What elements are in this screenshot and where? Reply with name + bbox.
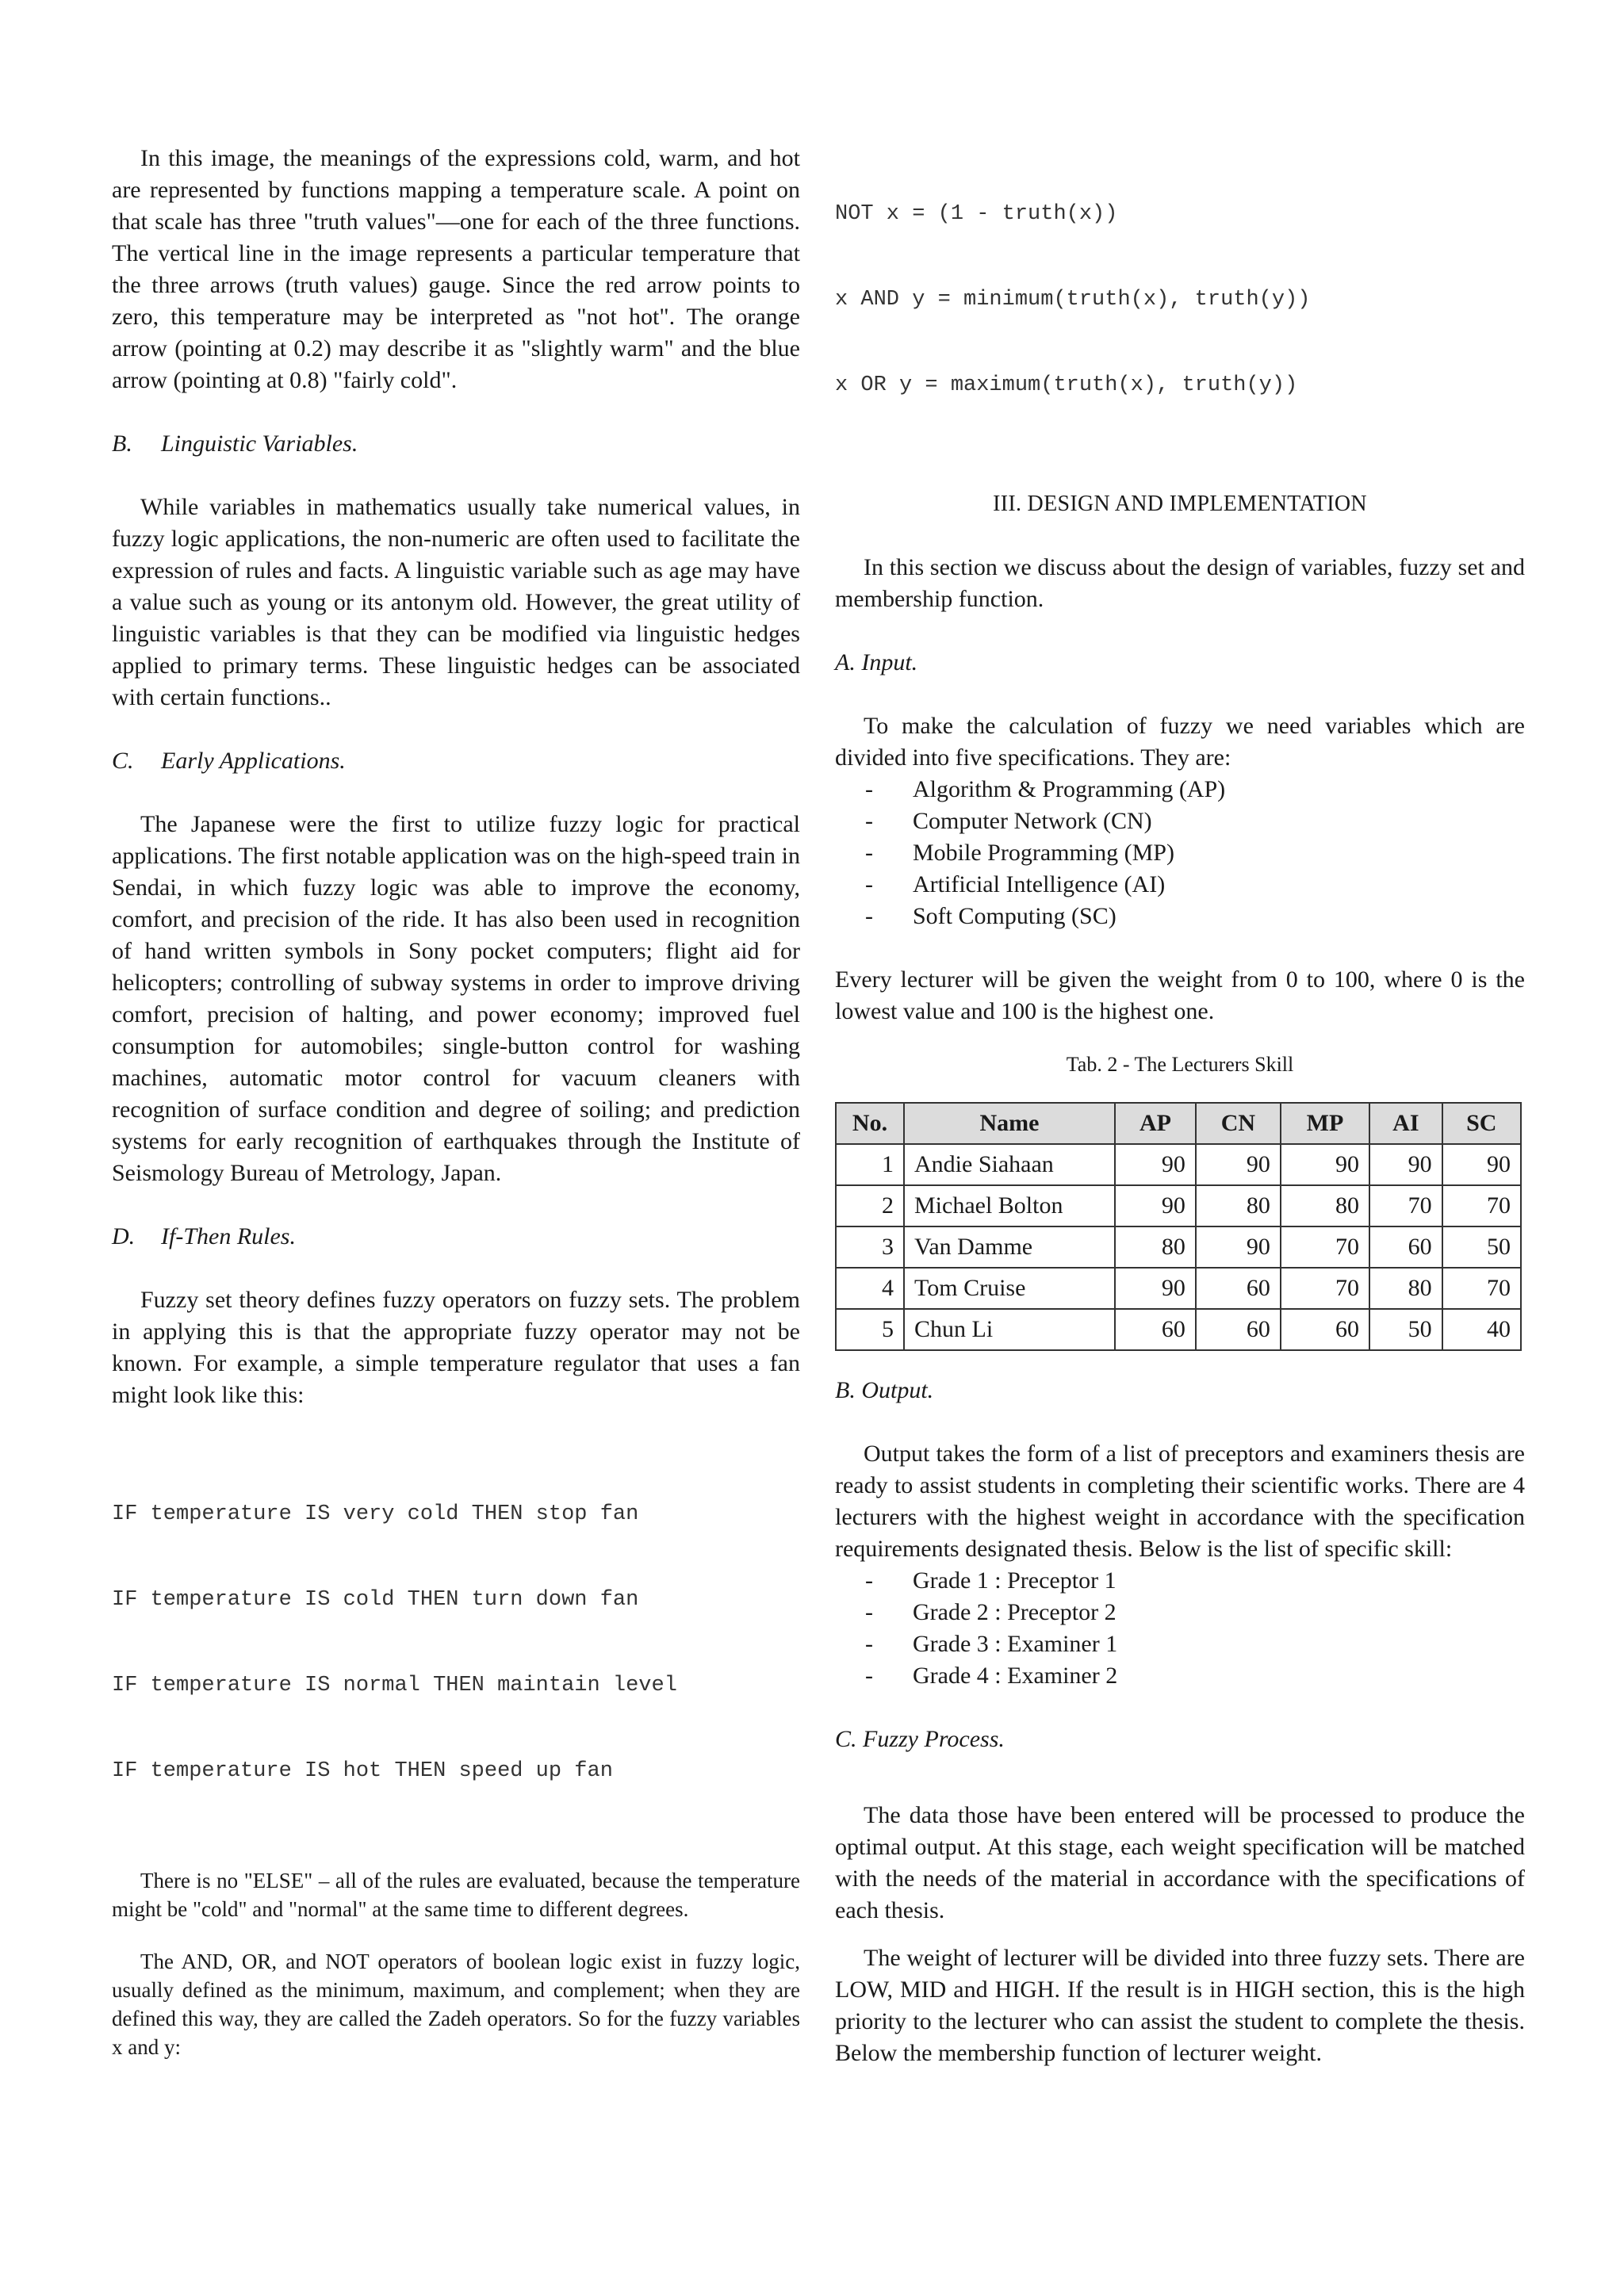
section-d-title: If-Then Rules. bbox=[161, 1223, 296, 1249]
operators-paragraph: The AND, OR, and NOT operators of boolean logic exist in fuzzy logic, usually defined as the minimum, maximum, and complement; when they are defined this way, they are called the Zadeh operators. So for the fuzzy variables x and y: bbox=[112, 1950, 800, 2059]
input-heading: A. Input. bbox=[835, 649, 918, 675]
early-applications-paragraph: The Japanese were the first to utilize fuzzy logic for practical applications. The first notable application was on the high-speed train in Sendai, in which fuzzy logic was able to improve the economy, comfort, and precision of the ride. It has also been used in recognition of hand written symbols in Sony pocket computers; flight aid for helicopters; controlling of subway systems in order to improve driving comfort, precision of halting, and power economy; improved fuel consumption for automobiles; single-button control for washing machines, automatic motor control for vacuum cleaners with recognition of surface condition and degree of soiling; and prediction systems for early recognition of earthquakes through the Institute of Seismology Bureau of Metrology, Japan. bbox=[112, 811, 800, 1186]
cell: 70 bbox=[1442, 1268, 1521, 1309]
section-b-heading bbox=[112, 428, 800, 460]
cell: 70 bbox=[1281, 1268, 1369, 1309]
cell: 80 bbox=[1115, 1226, 1196, 1268]
section-d-heading bbox=[112, 1221, 800, 1253]
grade-list bbox=[835, 1565, 1525, 1692]
cell: 60 bbox=[1115, 1309, 1196, 1350]
cell: Tom Cruise bbox=[904, 1268, 1115, 1309]
code-line: NOT x = (1 - truth(x)) bbox=[835, 202, 1118, 226]
spec-list bbox=[835, 774, 1525, 932]
cell: 80 bbox=[1281, 1185, 1369, 1226]
table-header-row bbox=[836, 1103, 1521, 1144]
left-column bbox=[112, 143, 800, 2061]
section-c-title: Early Applications. bbox=[161, 748, 346, 774]
cell: Michael Bolton bbox=[904, 1185, 1115, 1226]
cell: 40 bbox=[1442, 1309, 1521, 1350]
linguistic-variables-paragraph: While variables in mathematics usually take numerical values, in fuzzy logic applications, the non-numeric are often used to facilitate the expression of rules and facts. A linguistic variable such as age may have a value such as young or its antonym old. However, the great utility of linguistic variables is that they can be modified via linguistic hedges applied to primary terms. These linguistic hedges can be associated with certain functions.. bbox=[112, 494, 800, 710]
code-line: IF temperature IS cold THEN turn down fan bbox=[112, 1588, 639, 1612]
section-3-paragraph: In this section we discuss about the design of variables, fuzzy set and membership function. bbox=[835, 554, 1525, 612]
cell: 70 bbox=[1442, 1185, 1521, 1226]
list-item: - Computer Network (CN) bbox=[865, 808, 1152, 834]
cell: 60 bbox=[1369, 1226, 1442, 1268]
weight-paragraph: Every lecturer will be given the weight from 0 to 100, where 0 is the lowest value and 100 is the highest one. bbox=[835, 966, 1525, 1024]
cell: 80 bbox=[1369, 1268, 1442, 1309]
fuzzy-process-heading: C. Fuzzy Process. bbox=[835, 1726, 1005, 1752]
code-line: IF temperature IS very cold THEN stop fan bbox=[112, 1502, 639, 1526]
if-then-paragraph: Fuzzy set theory defines fuzzy operators on fuzzy sets. The problem in applying this is that the appropriate fuzzy operator may not be known. For example, a simple temperature regulator that uses a fan might look like this: bbox=[112, 1287, 800, 1408]
table-row bbox=[836, 1144, 1521, 1185]
col-header-ai: AI bbox=[1369, 1103, 1442, 1144]
output-paragraph: Output takes the form of a list of preceptors and examiners thesis are ready to assist students in completing their scientific works. There are 4 lecturers with the highest weight in accordance with the specification requirements designated thesis. Below is the list of specific skill: bbox=[835, 1441, 1525, 1562]
section-d-number: D. bbox=[112, 1223, 136, 1249]
code-line: x OR y = maximum(truth(x), truth(y)) bbox=[835, 373, 1298, 397]
col-header-no: No. bbox=[836, 1103, 904, 1144]
list-item: - Grade 4 : Examiner 2 bbox=[865, 1663, 1118, 1689]
code-line: x AND y = minimum(truth(x), truth(y)) bbox=[835, 288, 1311, 312]
cell: Van Damme bbox=[904, 1226, 1115, 1268]
list-item: - Grade 1 : Preceptor 1 bbox=[865, 1567, 1116, 1594]
intro-paragraph: In this image, the meanings of the expressions cold, warm, and hot are represented by functions mapping a temperature scale. A point on that scale has three "truth values"—one for each of the three functions. The vertical line in the image represents a particular temperature that the three arrows (truth values) gauge. Since the red arrow points to zero, this temperature may be interpreted as "not hot". The orange arrow (pointing at 0.2) may describe it as "slightly warm" and the blue arrow (pointing at 0.8) "fairly cold". bbox=[112, 145, 800, 393]
section-3-title: III. DESIGN AND IMPLEMENTATION bbox=[993, 492, 1367, 516]
list-item: - Algorithm & Programming (AP) bbox=[865, 776, 1226, 802]
table-row bbox=[836, 1268, 1521, 1309]
rules-code-block bbox=[112, 1443, 800, 1843]
table-row bbox=[836, 1309, 1521, 1350]
cell: 60 bbox=[1196, 1309, 1281, 1350]
section-b-number: B. bbox=[112, 430, 132, 457]
table-row bbox=[836, 1226, 1521, 1268]
cell: 70 bbox=[1369, 1185, 1442, 1226]
cell: Chun Li bbox=[904, 1309, 1115, 1350]
list-item: - Mobile Programming (MP) bbox=[865, 840, 1174, 866]
code-line: IF temperature IS normal THEN maintain level bbox=[112, 1674, 677, 1697]
input-paragraph: To make the calculation of fuzzy we need variables which are divided into five specifications. They are: bbox=[835, 713, 1525, 771]
cell: 5 bbox=[836, 1309, 904, 1350]
table-caption: Tab. 2 - The Lecturers Skill bbox=[1066, 1053, 1294, 1076]
section-c-number: C. bbox=[112, 748, 134, 774]
else-paragraph: There is no "ELSE" – all of the rules are evaluated, because the temperature might be "cold" and "normal" at the same time to different degrees. bbox=[112, 1869, 800, 1921]
col-header-mp: MP bbox=[1281, 1103, 1369, 1144]
operators-code-block bbox=[835, 143, 1525, 457]
code-line: IF temperature IS hot THEN speed up fan bbox=[112, 1759, 613, 1783]
cell: 4 bbox=[836, 1268, 904, 1309]
section-c-heading bbox=[112, 745, 800, 777]
list-item: - Grade 3 : Examiner 1 bbox=[865, 1631, 1118, 1657]
cell: 60 bbox=[1281, 1309, 1369, 1350]
cell: 90 bbox=[1281, 1144, 1369, 1185]
col-header-sc: SC bbox=[1442, 1103, 1521, 1144]
table-row bbox=[836, 1185, 1521, 1226]
col-header-name: Name bbox=[904, 1103, 1115, 1144]
output-heading: B. Output. bbox=[835, 1377, 934, 1403]
list-item: - Artificial Intelligence (AI) bbox=[865, 871, 1166, 897]
fuzzy-process-paragraph-1: The data those have been entered will be processed to produce the optimal output. At this stage, each weight specification will be matched with the needs of the material in accordance with the specifications of each thesis. bbox=[835, 1802, 1525, 1923]
col-header-ap: AP bbox=[1115, 1103, 1196, 1144]
list-item: - Grade 2 : Preceptor 2 bbox=[865, 1599, 1116, 1625]
cell: 90 bbox=[1442, 1144, 1521, 1185]
cell: 90 bbox=[1115, 1144, 1196, 1185]
cell: 70 bbox=[1281, 1226, 1369, 1268]
cell: Andie Siahaan bbox=[904, 1144, 1115, 1185]
cell: 60 bbox=[1196, 1268, 1281, 1309]
cell: 90 bbox=[1369, 1144, 1442, 1185]
cell: 90 bbox=[1196, 1226, 1281, 1268]
list-item: - Soft Computing (SC) bbox=[865, 903, 1116, 929]
cell: 90 bbox=[1196, 1144, 1281, 1185]
cell: 90 bbox=[1115, 1185, 1196, 1226]
cell: 2 bbox=[836, 1185, 904, 1226]
fuzzy-process-paragraph-2: The weight of lecturer will be divided into three fuzzy sets. There are LOW, MID and HIGH. If the result is in HIGH section, this is the high priority to the lecturer who can assist the student to complete the thesis. Below the membership function of lecturer weight. bbox=[835, 1945, 1525, 2066]
right-column bbox=[835, 143, 1525, 2069]
cell: 50 bbox=[1369, 1309, 1442, 1350]
cell: 1 bbox=[836, 1144, 904, 1185]
cell: 3 bbox=[836, 1226, 904, 1268]
cell: 80 bbox=[1196, 1185, 1281, 1226]
section-b-title: Linguistic Variables. bbox=[161, 430, 358, 457]
cell: 90 bbox=[1115, 1268, 1196, 1309]
cell: 50 bbox=[1442, 1226, 1521, 1268]
col-header-cn: CN bbox=[1196, 1103, 1281, 1144]
lecturer-skill-table bbox=[835, 1102, 1522, 1351]
